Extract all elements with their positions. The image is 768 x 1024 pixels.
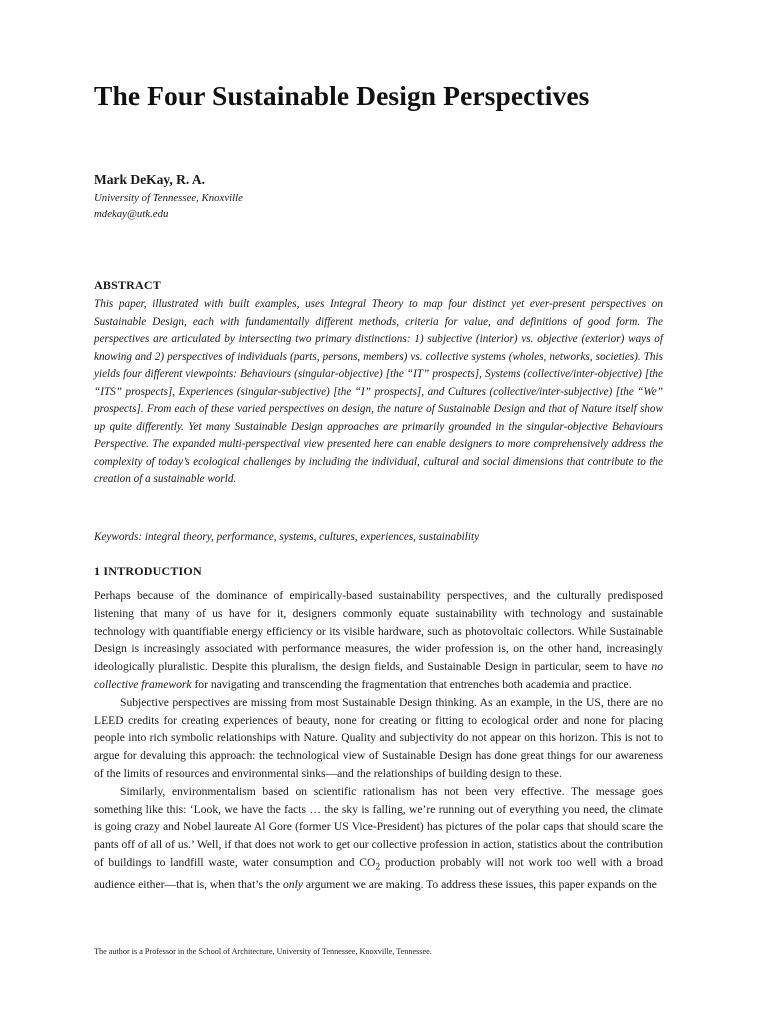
- abstract-text: This paper, illustrated with built examples, uses Integral Theory to map four distinct yet ever-present perspectives on Sustainable Design, each with fundamentally different methods, criteria for value, and definitions of good form. The perspectives are articulated by intersecting two primary distinctions: 1) subjective (interior) vs. objective (exterior) ways of knowing and 2) perspectives of individuals (parts, persons, members) vs. collective systems (wholes, networks, societies). This yields four different viewpoints: Behaviours (singular-objective) [the “IT” prospects], Systems (collective/inter-objective) [the “ITS” prospects], Experiences (singular-subjective) [the “I” prospects], and Cultures (collective/inter-subjective) [the “We” prospects]. From each of these varied perspectives on design, the nature of Sustainable Design and that of Nature itself show up quite differently. Yet many Sustainable Design approaches are primarily grounded in the singular-objective Behaviours Perspective. The expanded multi-perspectival view presented here can enable designers to more comprehensively address the complexity of today’s ecological challenges by including the individual, cultural and social dimensions that contribute to the creation of a sustainable world.: [94, 298, 663, 485]
- author-name: Mark DeKay, R. A.: [94, 172, 205, 187]
- introduction-body: [94, 587, 663, 894]
- keywords: Keywords: integral theory, performance, systems, cultures, experiences, sustainability: [94, 531, 480, 543]
- abstract-heading: ABSTRACT: [94, 278, 161, 292]
- paragraph: [94, 783, 663, 894]
- paragraph-text: Similarly, environmentalism based on scientific rationalism has not been very effective. The message goes something like this: ‘Look, we have the facts … the sky is falling, we’re running out of everything you need, the climate is going crazy and Nobel laureate Al Gore (former US Vice-President) has pictures of the polar caps that should scare the pants off of all of us.’ Well, if that does not work to get our collective profession in action, statistics about the contribution of buildings to landfill waste, water consumption and CO: [94, 784, 663, 869]
- subscript-text: 2: [375, 861, 381, 873]
- paper-title: The Four Sustainable Design Perspectives: [94, 80, 590, 111]
- paragraph-text: Perhaps because of the dominance of empirically-based sustainability perspectives, and the culturally predisposed listening that many of us have for it, designers commonly equate sustainability with technology and sustainable technology with quantifiable energy efficiency or its visible hardware, such as photovoltaic collectors. While Sustainable Design is increasingly associated with performance measures, the wider profession is, on the other hand, increasingly ideologically pluralistic. Despite this pluralism, the design fields, and Sustainable Design in particular, seem to have: [94, 589, 663, 674]
- paragraph: Subjective perspectives are missing from most Sustainable Design thinking. As an example, in the US, there are no LEED credits for creating experiences of beauty, none for creating or fitting to ecological order and none for placing people into rich symbolic relationships with Nature. Quality and subjectivity do not appear on this horizon. This is not to argue for devaluing this approach: the technological view of Sustainable Design has done great things for our awareness of the limits of resources and environmental sinks—and the relationships of building design to these.: [94, 695, 663, 780]
- paragraph-text: production probably will not work too well with a broad audience either—that is, when that’s the: [94, 855, 664, 892]
- paragraph-text: argument we are making. To address these issues, this paper expands on the: [302, 878, 657, 892]
- author-email: mdekay@utk.edu: [94, 208, 169, 220]
- paragraph: [94, 587, 663, 694]
- author-affiliation: University of Tennessee, Knoxville: [94, 192, 243, 204]
- section-heading-introduction: 1 INTRODUCTION: [94, 564, 202, 578]
- footnote: The author is a Professor in the School of Architecture, University of Tennessee, Knoxville, Tennessee.: [94, 947, 432, 956]
- emphasis-text: only: [282, 878, 303, 892]
- paragraph-text: for navigating and transcending the fragmentation that entrenches both academia and practice.: [191, 677, 632, 691]
- emphasis-text: no collective framework: [94, 660, 663, 691]
